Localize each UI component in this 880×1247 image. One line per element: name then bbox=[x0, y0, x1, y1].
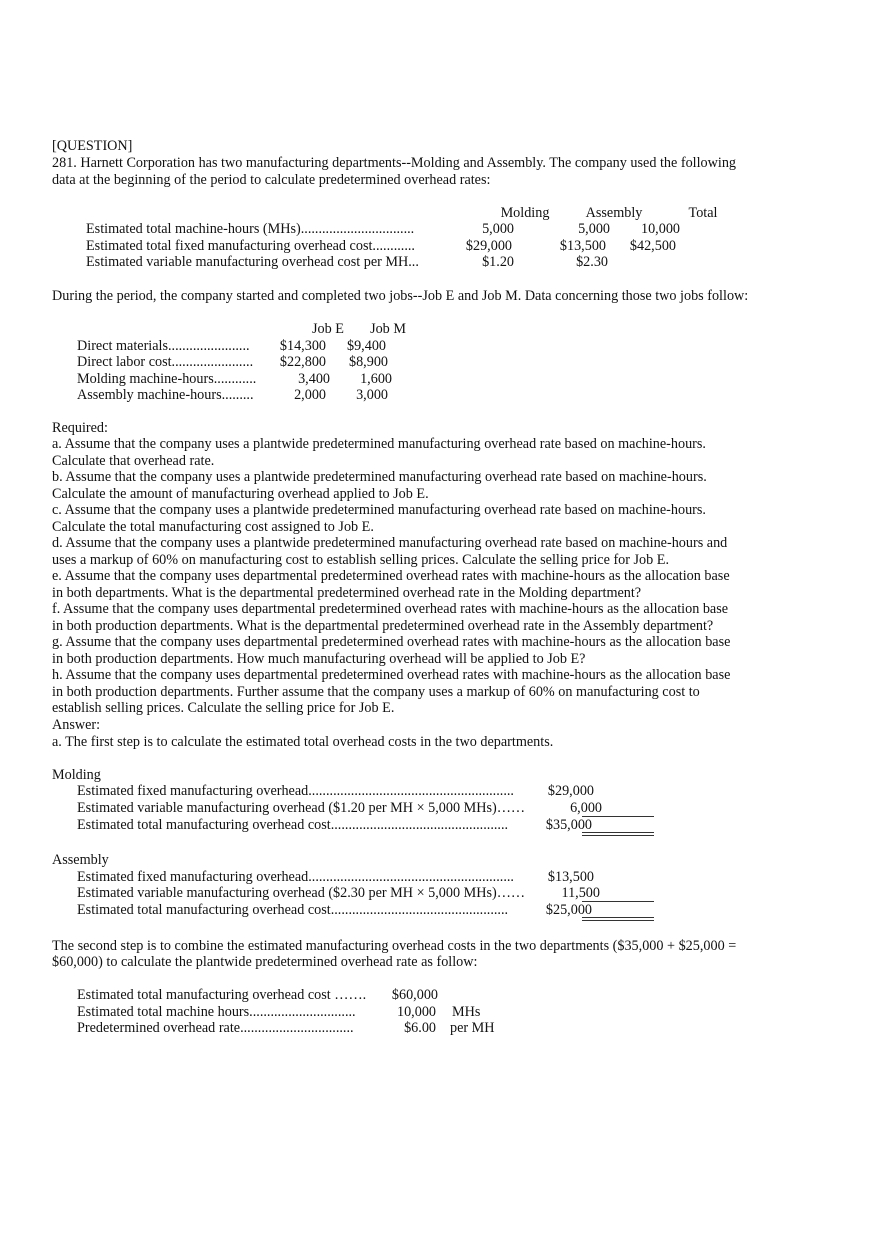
required-line: e. Assume that the company uses departmental predetermined overhead rates with machine-hours as the allocation base bbox=[52, 568, 730, 584]
jobs-row-label: Direct materials....................... bbox=[77, 338, 250, 354]
required-line: d. Assume that the company uses a plantwide predetermined manufacturing overhead rate based on machine-hours and bbox=[52, 535, 728, 551]
question-text-line1: 281. Harnett Corporation has two manufacturing departments--Molding and Assembly. The company used the following bbox=[52, 155, 737, 171]
assembly-subtotal-rule bbox=[582, 901, 654, 902]
dept-row-label: Estimated total fixed manufacturing overhead cost............ bbox=[86, 238, 415, 254]
dept-cell-assembly: $2.30 bbox=[576, 254, 608, 270]
dept-cell-molding: 5,000 bbox=[482, 221, 514, 237]
answer-heading: Answer: bbox=[52, 717, 101, 733]
required-line: Calculate the total manufacturing cost assigned to Job E. bbox=[52, 519, 374, 535]
required-line: f. Assume that the company uses departmental predetermined overhead rates with machine-hours as the allocation base bbox=[52, 601, 729, 617]
assembly-row-value: 11,500 bbox=[561, 885, 600, 901]
required-line: in both production departments. What is the departmental predetermined overhead rate in the Assembly department? bbox=[52, 618, 714, 634]
molding-row-label: Estimated total manufacturing overhead cost.................................................. bbox=[77, 817, 509, 833]
required-line: establish selling prices. Calculate the selling price for Job E. bbox=[52, 700, 395, 716]
required-line: in both production departments. How much manufacturing overhead will be applied to Job E? bbox=[52, 651, 586, 667]
jobs-cell-e: $14,300 bbox=[279, 338, 326, 354]
answer-intro: a. The first step is to calculate the estimated total overhead costs in the two departments. bbox=[52, 734, 554, 750]
plantwide-row-value: 10,000 bbox=[396, 1004, 436, 1020]
required-line: uses a markup of 60% on manufacturing cost to establish selling prices. Calculate the selling price for Job E. bbox=[52, 552, 669, 568]
dept-header-assembly: Assembly bbox=[585, 205, 643, 221]
molding-row-label: Estimated fixed manufacturing overhead.......................................................... bbox=[77, 783, 514, 799]
assembly-title: Assembly bbox=[52, 852, 109, 868]
required-line: a. Assume that the company uses a plantwide predetermined manufacturing overhead rate based on machine-hours. bbox=[52, 436, 706, 452]
jobs-cell-m: $9,400 bbox=[346, 338, 386, 354]
dept-cell-assembly: $13,500 bbox=[559, 238, 606, 254]
jobs-row-label: Direct labor cost....................... bbox=[77, 354, 254, 370]
required-line: in both departments. What is the departmental predetermined overhead rate in the Molding department? bbox=[52, 585, 642, 601]
molding-row-value: 6,000 bbox=[570, 800, 602, 816]
molding-row-value: $29,000 bbox=[547, 783, 594, 799]
jobs-header-e: Job E bbox=[312, 321, 344, 337]
jobs-cell-e: 2,000 bbox=[294, 387, 326, 403]
required-heading: Required: bbox=[52, 420, 108, 436]
dept-cell-total: $42,500 bbox=[629, 238, 676, 254]
required-line: h. Assume that the company uses departmental predetermined overhead rates with machine-hours as the allocation base bbox=[52, 667, 731, 683]
molding-row-label: Estimated variable manufacturing overhead ($1.20 per MH × 5,000 MHs)…… bbox=[77, 800, 526, 816]
assembly-row-label: Estimated total manufacturing overhead cost.................................................. bbox=[77, 902, 509, 918]
required-line: b. Assume that the company uses a plantwide predetermined manufacturing overhead rate based on machine-hours. bbox=[52, 469, 707, 485]
jobs-cell-e: 3,400 bbox=[298, 371, 330, 387]
plantwide-row-label: Estimated total manufacturing overhead cost ……. bbox=[77, 987, 367, 1003]
jobs-cell-m: $8,900 bbox=[348, 354, 388, 370]
dept-cell-molding: $1.20 bbox=[482, 254, 514, 270]
assembly-row-label: Estimated fixed manufacturing overhead.......................................................... bbox=[77, 869, 514, 885]
dept-cell-molding: $29,000 bbox=[465, 238, 512, 254]
plantwide-row-label: Estimated total machine hours.............................. bbox=[77, 1004, 356, 1020]
plantwide-row-unit: MHs bbox=[452, 1004, 481, 1020]
plantwide-row-label: Predetermined overhead rate................................ bbox=[77, 1020, 354, 1036]
assembly-row-value: $13,500 bbox=[547, 869, 594, 885]
plantwide-row-value: $6.00 bbox=[404, 1020, 436, 1036]
dept-cell-assembly: 5,000 bbox=[578, 221, 610, 237]
required-line: c. Assume that the company uses a plantwide predetermined manufacturing overhead rate based on machine-hours. bbox=[52, 502, 706, 518]
plantwide-row-value: $60,000 bbox=[391, 987, 438, 1003]
dept-row-label: Estimated total machine-hours (MHs)................................ bbox=[86, 221, 415, 237]
dept-cell-total: 10,000 bbox=[640, 221, 680, 237]
plantwide-row-unit: per MH bbox=[450, 1020, 495, 1036]
required-line: in both production departments. Further assume that the company uses a markup of 60% on manufacturing cost to bbox=[52, 684, 700, 700]
jobs-cell-e: $22,800 bbox=[279, 354, 326, 370]
molding-total-double-rule bbox=[582, 832, 654, 836]
assembly-row-value: $25,000 bbox=[545, 902, 592, 918]
assembly-row-label: Estimated variable manufacturing overhead ($2.30 per MH × 5,000 MHs)…… bbox=[77, 885, 526, 901]
dept-header-molding: Molding bbox=[500, 205, 550, 221]
required-line: Calculate the amount of manufacturing overhead applied to Job E. bbox=[52, 486, 429, 502]
required-line: Calculate that overhead rate. bbox=[52, 453, 215, 469]
second-step-line2: $60,000) to calculate the plantwide predetermined overhead rate as follow: bbox=[52, 954, 478, 970]
molding-row-value: $35,000 bbox=[545, 817, 592, 833]
second-step-line1: The second step is to combine the estimated manufacturing overhead costs in the two departments ($35,000 + $25,000 = bbox=[52, 938, 737, 954]
dept-row-label: Estimated variable manufacturing overhead cost per MH... bbox=[86, 254, 419, 270]
jobs-row-label: Assembly machine-hours......... bbox=[77, 387, 254, 403]
molding-title: Molding bbox=[52, 767, 101, 783]
jobs-row-label: Molding machine-hours............ bbox=[77, 371, 257, 387]
jobs-cell-m: 3,000 bbox=[356, 387, 388, 403]
assembly-total-double-rule bbox=[582, 917, 654, 921]
jobs-intro: During the period, the company started and completed two jobs--Job E and Job M. Data concerning those two jobs follow: bbox=[52, 288, 749, 304]
required-line: g. Assume that the company uses departmental predetermined overhead rates with machine-hours as the allocation base bbox=[52, 634, 731, 650]
jobs-header-m: Job M bbox=[370, 321, 406, 337]
jobs-cell-m: 1,600 bbox=[360, 371, 392, 387]
question-tag: [QUESTION] bbox=[52, 138, 133, 154]
molding-subtotal-rule bbox=[582, 816, 654, 817]
question-text-line2: data at the beginning of the period to calculate predetermined overhead rates: bbox=[52, 172, 491, 188]
dept-header-total: Total bbox=[688, 205, 718, 221]
